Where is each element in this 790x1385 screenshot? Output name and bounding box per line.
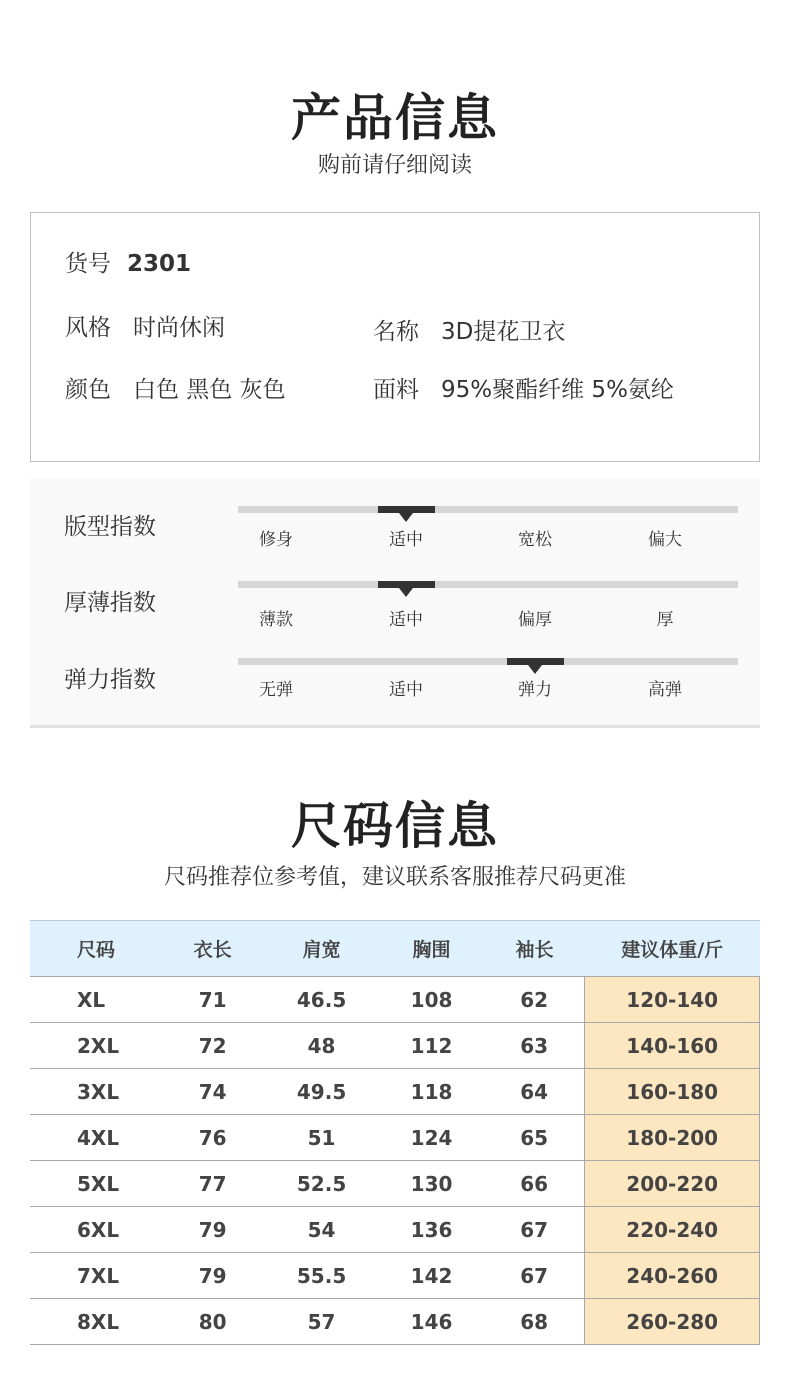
size-cell: 67 [484,1207,585,1253]
size-table [30,920,760,1345]
size-cell: 136 [379,1207,484,1253]
fabric-label: 面料 [373,377,419,403]
index-option: 偏大 [648,530,682,550]
size-cell: 2XL [30,1023,161,1069]
index-option: 适中 [389,530,423,550]
size-cell: 124 [379,1115,484,1161]
table-row [30,1299,760,1345]
index-option: 适中 [389,610,423,630]
weight-cell: 260-280 [585,1299,760,1345]
size-cell: 79 [161,1253,264,1299]
table-row [30,1115,760,1161]
index-option: 无弹 [259,680,293,700]
index-option: 适中 [389,680,423,700]
table-row [30,1069,760,1115]
size-cell: 65 [484,1115,585,1161]
size-cell: 62 [484,977,585,1023]
size-table-header-cell: 袖长 [484,921,585,977]
fabric-value: 95%聚酯纤维 5%氨纶 [441,377,674,403]
weight-cell: 220-240 [585,1207,760,1253]
index-option: 修身 [259,530,293,550]
index-option: 厚 [656,610,674,630]
size-cell: 5XL [30,1161,161,1207]
index-label: 弹力指数 [64,667,156,693]
size-table-header-cell: 胸围 [379,921,484,977]
size-cell: 51 [264,1115,379,1161]
size-cell: 112 [379,1023,484,1069]
size-cell: 118 [379,1069,484,1115]
weight-cell: 180-200 [585,1115,760,1161]
size-cell: 71 [161,977,264,1023]
size-cell: 146 [379,1299,484,1345]
index-selected-marker [378,506,435,513]
size-cell: 74 [161,1069,264,1115]
size-table-header-cell: 衣长 [161,921,264,977]
index-option: 偏厚 [518,610,552,630]
table-row [30,1207,760,1253]
size-cell: 142 [379,1253,484,1299]
size-cell: 130 [379,1161,484,1207]
size-info-subtitle: 尺码推荐位参考值，建议联系客服推荐尺码更准 [163,865,626,890]
product-info-box [30,212,760,462]
index-panel [30,478,760,728]
index-selected-marker [507,658,564,665]
index-selected-marker [378,581,435,588]
style-row [65,309,225,342]
size-cell: 54 [264,1207,379,1253]
size-cell: 46.5 [264,977,379,1023]
size-table-header-cell: 建议体重/斤 [585,921,760,977]
weight-cell: 160-180 [585,1069,760,1115]
size-cell: 49.5 [264,1069,379,1115]
size-cell: 8XL [30,1299,161,1345]
size-cell: 48 [264,1023,379,1069]
size-cell: 108 [379,977,484,1023]
size-info-title: 尺码信息 [291,797,499,855]
weight-cell: 140-160 [585,1023,760,1069]
color-value: 白色 黑色 灰色 [133,377,286,403]
index-slider-track [238,658,738,665]
table-row [30,1161,760,1207]
index-option: 薄款 [259,610,293,630]
name-value: 3D提花卫衣 [441,319,566,345]
size-cell: 4XL [30,1115,161,1161]
size-cell: 64 [484,1069,585,1115]
size-cell: 3XL [30,1069,161,1115]
size-cell: 6XL [30,1207,161,1253]
weight-cell: 200-220 [585,1161,760,1207]
size-cell: 79 [161,1207,264,1253]
name-row [373,313,565,346]
table-row [30,1253,760,1299]
color-label: 颜色 [65,377,111,403]
index-option: 宽松 [518,530,552,550]
item-no-row [65,245,191,278]
index-option: 弹力 [518,680,552,700]
size-table-header-cell: 尺码 [30,921,161,977]
size-table-header-cell: 肩宽 [264,921,379,977]
size-cell: 63 [484,1023,585,1069]
size-cell: 66 [484,1161,585,1207]
product-info-subtitle: 购前请仔细阅读 [317,153,472,178]
size-cell: 7XL [30,1253,161,1299]
table-row [30,1023,760,1069]
size-cell: 57 [264,1299,379,1345]
size-cell: 68 [484,1299,585,1345]
size-cell: XL [30,977,161,1023]
index-slider-track [238,506,738,513]
index-slider-track [238,581,738,588]
size-cell: 77 [161,1161,264,1207]
size-cell: 72 [161,1023,264,1069]
color-row [65,371,286,404]
product-info-title: 产品信息 [291,89,499,147]
item-no-value: 2301 [127,251,192,277]
size-cell: 55.5 [264,1253,379,1299]
fabric-row [373,371,674,404]
size-cell: 52.5 [264,1161,379,1207]
size-cell: 80 [161,1299,264,1345]
weight-cell: 240-260 [585,1253,760,1299]
style-label: 风格 [65,315,111,341]
table-row [30,977,760,1023]
size-cell: 67 [484,1253,585,1299]
item-no-label: 货号 [65,251,111,277]
index-label: 厚薄指数 [64,590,156,616]
style-value: 时尚休闲 [133,315,225,341]
size-cell: 76 [161,1115,264,1161]
weight-cell: 120-140 [585,977,760,1023]
index-label: 版型指数 [64,514,156,540]
index-option: 高弹 [648,680,682,700]
size-table-header [30,921,760,977]
name-label: 名称 [373,319,419,345]
